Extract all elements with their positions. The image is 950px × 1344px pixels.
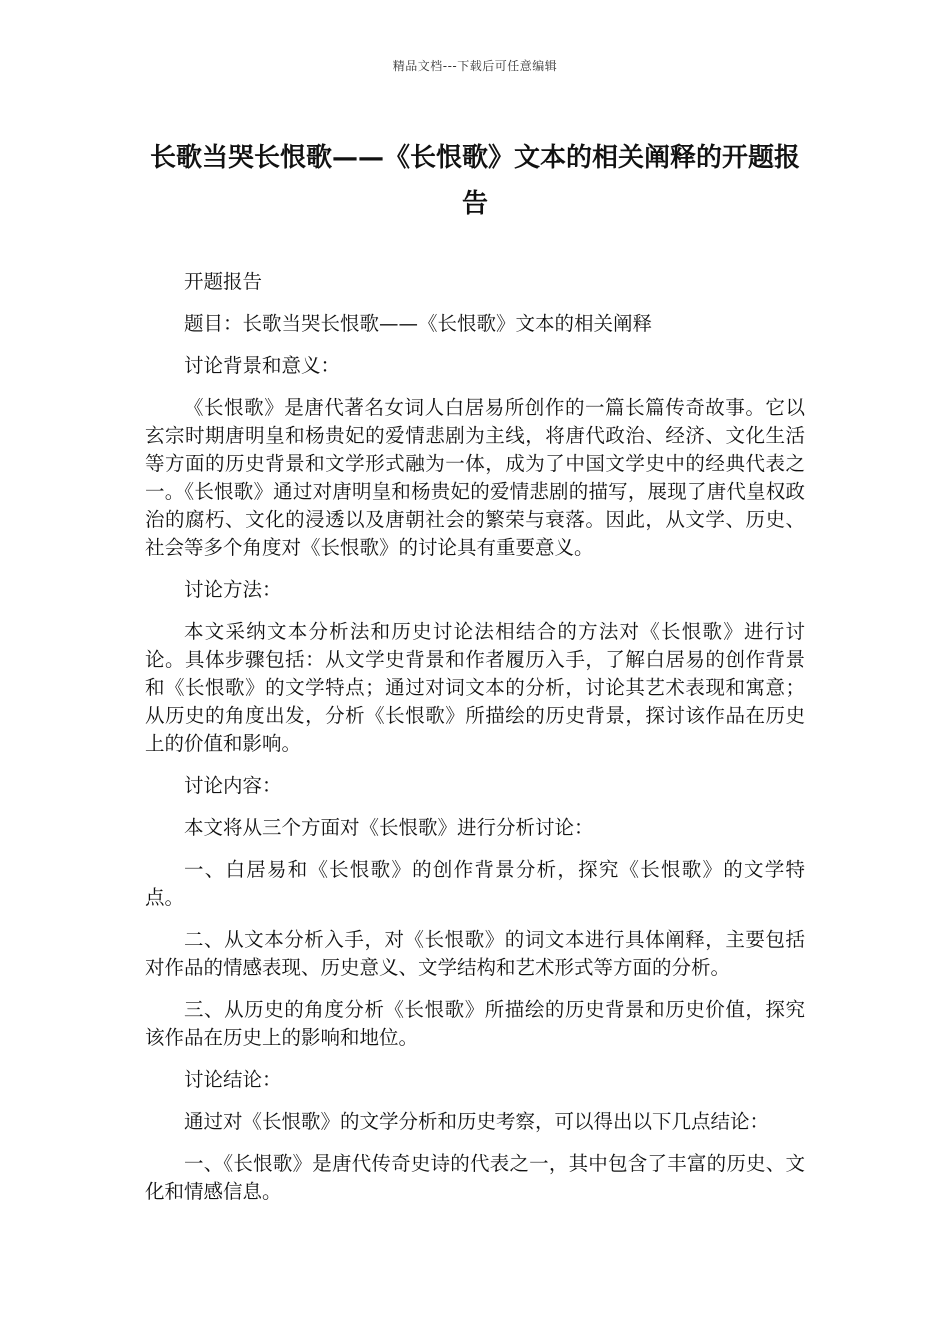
paragraph-topic: 题目：长歌当哭长恨歌——《长恨歌》文本的相关阐释 xyxy=(184,312,653,335)
paragraph-report-label: 开题报告 xyxy=(184,270,263,293)
paragraph-content-item-1: 一、白居易和《长恨歌》的创作背景分析，探究《长恨歌》的文学特点。 xyxy=(145,858,805,909)
header-note: 精品文档---下载后可任意编辑 xyxy=(392,59,558,73)
paragraph-conclusion-item-1: 一、《长恨歌》是唐代传奇史诗的代表之一，其中包含了丰富的历史、文化和情感信息。 xyxy=(145,1152,805,1203)
paragraph-content-item-3: 三、从历史的角度分析《长恨歌》所描绘的历史背景和历史价值，探究该作品在历史上的影响和地位。 xyxy=(145,998,805,1049)
paragraph-background: 《长恨歌》是唐代著名女词人白居易所创作的一篇长篇传奇故事。它以玄宗时期唐明皇和杨贵妃的爱情悲剧为主线，将唐代政治、经济、文化生活等方面的历史背景和文学形式融为一体，成为了中国文学史中的经典代表之一。《长恨歌》通过对唐明皇和杨贵妃的爱情悲剧的描写，展现了唐代皇权政治的腐朽、文化的浸透以及唐朝社会的繁荣与衰落。因此，从文学、历史、社会等多个角度对《长恨歌》的讨论具有重要意义。 xyxy=(145,396,805,559)
heading-conclusion: 讨论结论： xyxy=(184,1068,282,1091)
document-title: 长歌当哭长恨歌——《长恨歌》文本的相关阐释的开题报告 xyxy=(149,143,800,219)
heading-method: 讨论方法： xyxy=(184,578,282,601)
heading-background: 讨论背景和意义： xyxy=(184,354,341,377)
paragraph-method: 本文采纳文本分析法和历史讨论法相结合的方法对《长恨歌》进行讨论。具体步骤包括：从文学史背景和作者履历入手，了解白居易的创作背景和《长恨歌》的文学特点；通过对词文本的分析，讨论其艺术表现和寓意；从历史的角度出发，分析《长恨歌》所描绘的历史背景，探讨该作品在历史上的价值和影响。 xyxy=(145,620,805,755)
paragraph-content-intro: 本文将从三个方面对《长恨歌》进行分析讨论： xyxy=(184,816,594,839)
paragraph-content-item-2: 二、从文本分析入手，对《长恨歌》的词文本进行具体阐释，主要包括对作品的情感表现、历史意义、文学结构和艺术形式等方面的分析。 xyxy=(145,928,805,979)
document-body xyxy=(145,268,805,1220)
heading-content: 讨论内容： xyxy=(184,774,282,797)
paragraph-conclusion-intro: 通过对《长恨歌》的文学分析和历史考察，可以得出以下几点结论： xyxy=(184,1110,770,1133)
